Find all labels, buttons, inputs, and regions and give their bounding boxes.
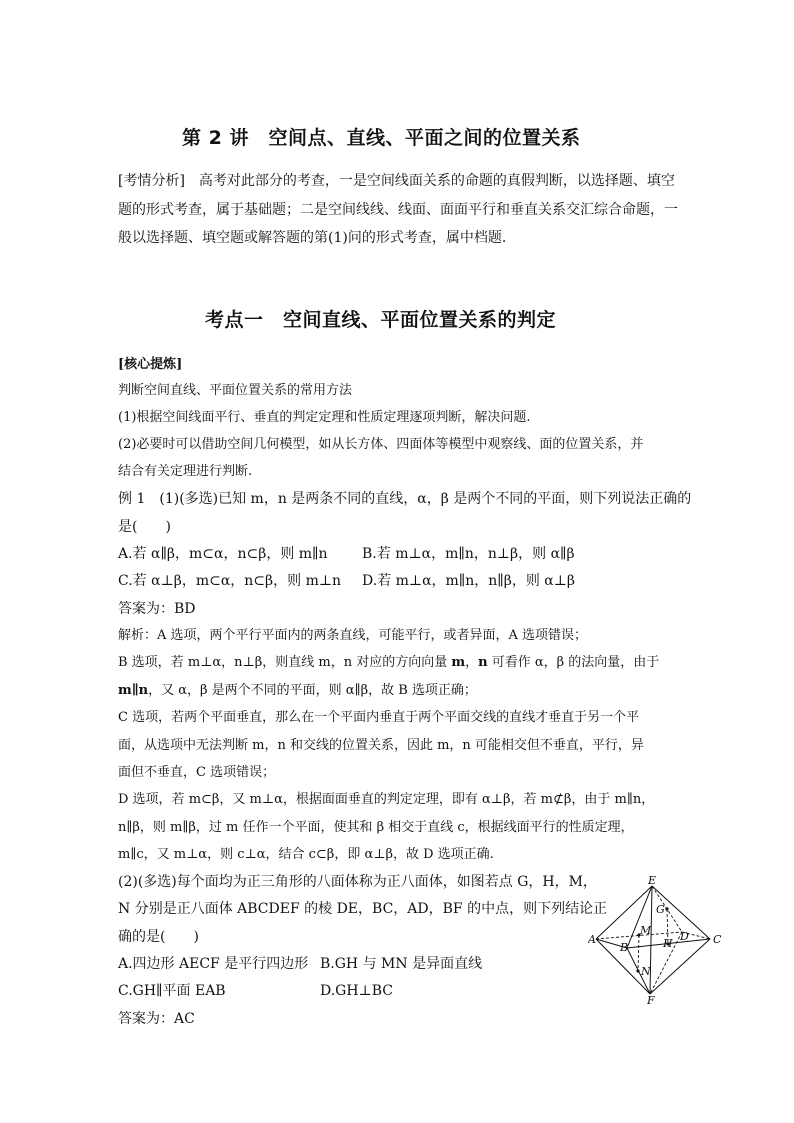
example1-q2-option-a: A.四边形 AECF 是平行四边形 — [118, 956, 309, 972]
solution-line-2-tail: 可看作 α，β 的法向量，由于 — [487, 655, 660, 670]
solution-line-6: 面但不垂直，C 选项错误； — [118, 765, 276, 780]
vector-n: n — [478, 655, 488, 670]
octahedron-figure — [588, 876, 728, 1006]
example1-question-line-1: 例 1 (1)(多选)已知 m，n 是两条不同的直线，α，β 是两个不同的平面，则下列说法正确的 — [118, 491, 692, 507]
solution-line-5: 面，从选项中无法判断 m，n 和交线的位置关系，因此 m，n 可能相交但不垂直，平行，异 — [118, 738, 644, 753]
section-title: 考点一 空间直线、平面位置关系的判定 — [205, 309, 557, 331]
solution-line-9: m∥c，又 m⊥α，则 c⊥α，结合 c⊂β，即 α⊥β，故 D 选项正确. — [118, 847, 494, 862]
example1-option-b: B.若 m⊥α，m∥n，n⊥β，则 α∥β — [362, 546, 575, 562]
example1-question2-line-2: N 分别是正八面体 ABCDEF 的棱 DE，BC，AD，BF 的中点，则下列结论正 — [118, 901, 608, 917]
example1-answer-2: 答案为：AC — [118, 1011, 195, 1027]
example1-question2-line-1: (2)(多选)每个面均为正三角形的八面体称为正八面体，如图若点 G，H，M， — [118, 874, 597, 890]
core-item-2-line-2: 结合有关定理进行判断. — [118, 464, 253, 479]
analysis-line-2: 题的形式考查，属于基础题；二是空间线线、线面、面面平行和垂直关系交汇综合命题，一 — [118, 202, 678, 218]
example1-option-c: C.若 α⊥β，m⊂α，n⊂β，则 m⊥n — [118, 573, 342, 589]
example1-q2-option-b: B.GH 与 MN 是异面直线 — [320, 956, 483, 972]
label-d: D — [680, 930, 689, 943]
solution-line-4: C 选项，若两个平面垂直，那么在一个平面内垂直于两个平面交线的直线才垂直于另一个平 — [118, 710, 640, 725]
label-g: G — [656, 903, 665, 916]
analysis-line-3: 般以选择题、填空题或解答题的第(1)问的形式考查，属中档题. — [118, 230, 507, 246]
example1-answer-1: 答案为：BD — [118, 601, 196, 617]
vector-m-parallel-n: m∥n — [118, 683, 149, 698]
label-f: F — [647, 994, 655, 1006]
label-m: M — [640, 924, 652, 937]
solution-line-3-tail: ，又 α，β 是两个不同的平面，则 α∥β，故 B 选项正确； — [148, 683, 477, 698]
core-item-2-line-1: (2)必要时可以借助空间几何模型，如从长方体、四面体等模型中观察线、面的位置关系，并 — [118, 437, 644, 452]
solution-line-2-comma: ， — [465, 655, 479, 670]
solution-line-2-text: B 选项，若 m⊥α，n⊥β，则直线 m，n 对应的方向向量 — [118, 655, 452, 670]
label-c: C — [713, 933, 722, 946]
label-b: B — [620, 941, 629, 954]
solution-line-7: D 选项，若 m⊂β，又 m⊥α，根据面面垂直的判定定理，即有 α⊥β，若 m⊄β，由于 m∥n， — [118, 792, 655, 807]
example1-q2-option-c: C.GH∥平面 EAB — [118, 983, 226, 999]
label-a: A — [588, 933, 596, 946]
solution-line-2 — [118, 656, 659, 669]
core-subheading: 判断空间直线、平面位置关系的常用方法 — [118, 383, 353, 398]
solution-line-8: n∥β，则 m∥β，过 m 任作一个平面，使其和 β 相交于直线 c，根据线面平行的性质定理， — [118, 820, 634, 835]
lecture-title: 第 2 讲 空间点、直线、平面之间的位置关系 — [182, 127, 581, 149]
example1-question-line-2: 是( ) — [118, 519, 171, 535]
example1-option-a: A.若 α∥β，m⊂α，n⊂β，则 m∥n — [118, 546, 328, 562]
core-heading: [核心提炼] — [118, 357, 183, 372]
solution-line-1: 解析：A 选项，两个平行平面内的两条直线，可能平行，或者异面，A 选项错误； — [118, 628, 588, 643]
label-n: N — [641, 965, 651, 978]
core-item-1: (1)根据空间线面平行、垂直的判定定理和性质定理逐项判断，解决问题. — [118, 410, 531, 425]
label-e: E — [648, 876, 657, 887]
example1-option-d: D.若 m⊥α，m∥n，n∥β，则 α⊥β — [362, 573, 576, 589]
analysis-line-1: [考情分析] 高考对此部分的考查，一是空间线面关系的命题的真假判断，以选择题、填空 — [118, 173, 675, 189]
label-h: H — [663, 937, 673, 950]
example1-question2-line-3: 确的是( ) — [118, 929, 199, 945]
example1-q2-option-d: D.GH⊥BC — [320, 983, 393, 999]
solution-line-3 — [118, 684, 477, 697]
vector-m: m — [451, 655, 466, 670]
